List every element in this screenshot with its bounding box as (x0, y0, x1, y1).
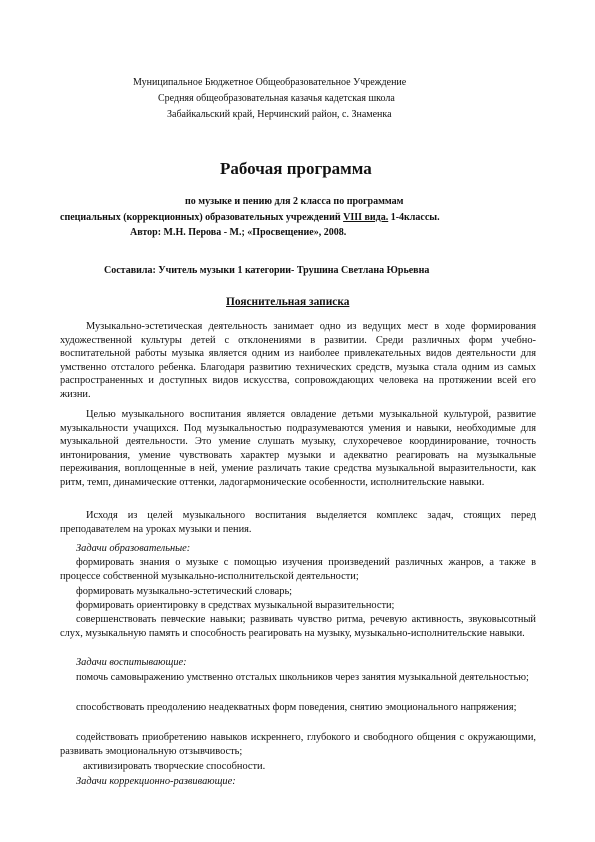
school-location: Забайкальский край, Нерчинский район, с. Знаменка (167, 109, 392, 120)
correctional-tasks-heading: Задачи коррекционно-развивающие: (76, 776, 236, 787)
paragraph-3-text: Исходя из целей музыкального воспитания выделяется комплекс задач, стоящих перед преподавателем на уроках музыки и пения. (60, 510, 536, 535)
upbringing-task-2: способствовать преодолению неадекватных форм поведения, снятию эмоционального напряжения; (76, 702, 517, 713)
paragraph-2 (60, 408, 536, 490)
program-type (60, 211, 440, 224)
paragraph-2-text: Целью музыкального воспитания является овладение детьми музыкальной культурой, развитие музыкальности учащихся. Под музыкальностью подразумеваются умения и навыки, необходимые для музыкальной деятельности. Это умение слушать музыку, слухоречевое координирование, точность интонирования, умение чувствовать характер музыки и адекватно реагировать на музыкальные переживания, воплощенные в ней, умение различать такие средства музыкальной выразительности, как ритм, темп, динамические оттенки, ладогармонические особенности, исполнительские навыки. (60, 409, 536, 488)
educational-task-3: формировать ориентировку в средствах музыкальной выразительности; (76, 600, 395, 611)
compiler-line: Составила: Учитель музыки 1 категории- Трушина Светлана Юрьевна (104, 265, 430, 276)
upbringing-task-3: содействовать приобретению навыков искреннего, глубокого и свободного общения с окружающими, развивать эмоциональную отзывчивость; (60, 732, 536, 757)
paragraph-1-text: Музыкально-эстетическая деятельность занимает одно из ведущих мест в ходе формирования художественной культуры детей с отклонениями в развитии. Среди различных форм учебно-воспитательной работы музыка является одним из наиболее привлекательных видов деятельности для умственно отсталого ребенка. Благодаря развитию технических средств, музыка стала одним из самых распространенных и доступных видов искусства, сопровождающих человека на протяжении всей его жизни. (60, 321, 536, 400)
upbringing-task-4: активизировать творческие способности. (83, 761, 266, 772)
program-subject: по музыке и пению для 2 класса по программам (185, 196, 404, 207)
upbringing-tasks-heading: Задачи воспитывающие: (76, 657, 187, 668)
program-type-kind: VIII вида. (343, 212, 389, 223)
program-author: Автор: М.Н. Перова - М.; «Просвещение», 2008. (130, 227, 347, 238)
school-name: Средняя общеобразовательная казачья кадетская школа (158, 93, 395, 104)
educational-task-1: формировать знания о музыке с помощью изучения произведений различных жанров, а также в процессе собственной музыкально-исполнительской деятельности; (60, 557, 536, 582)
school-type: Муниципальное Бюджетное Общеобразовательное Учреждение (133, 77, 407, 88)
document-title: Рабочая программа (220, 159, 372, 178)
educational-task-2: формировать музыкально-эстетический словарь; (76, 586, 293, 597)
educational-task-4: совершенствовать певческие навыки; развивать чувство ритма, речевую активность, звуковысотный слух, музыкальную память и способность реагировать на музыку, музыкально-исполнительские навыки. (60, 614, 536, 639)
paragraph-1 (60, 320, 536, 402)
program-grades: 1-4классы. (388, 212, 440, 223)
educational-tasks-heading: Задачи образовательные: (76, 543, 191, 554)
upbringing-task-1: помочь самовыражению умственно отсталых школьников через занятия музыкальной деятельностью; (76, 672, 529, 683)
paragraph-3 (60, 509, 536, 536)
program-type-text: специальных (коррекционных) образовательных учреждений (60, 212, 344, 223)
section-title: Пояснительная записка (226, 296, 350, 308)
